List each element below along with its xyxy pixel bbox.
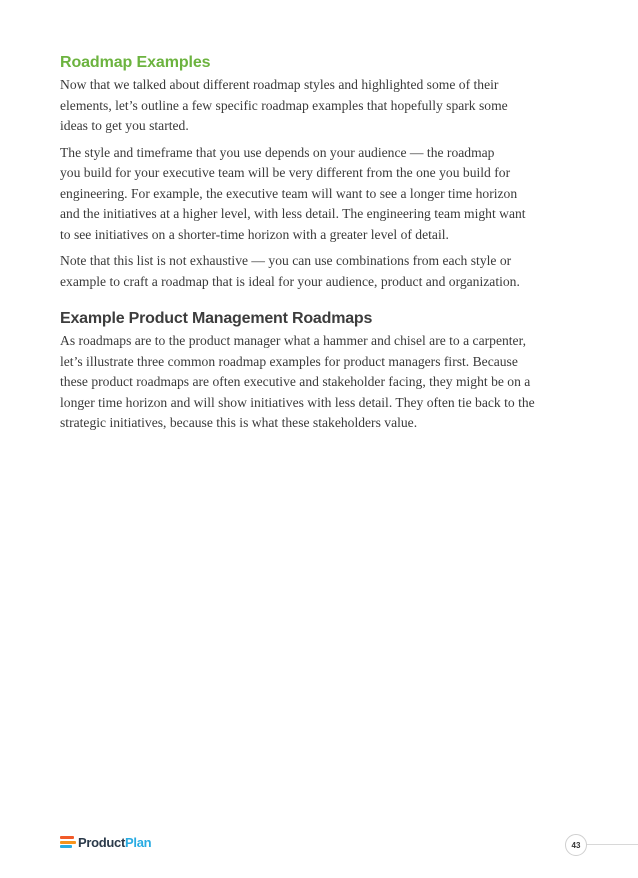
productplan-logo-icon — [60, 836, 76, 848]
productplan-logo — [60, 834, 151, 850]
section-heading-roadmap-examples: Roadmap Examples — [60, 54, 211, 71]
text-line: Note that this list is not exhaustive — you can use combinations from each style or — [60, 253, 512, 268]
text-line: As roadmaps are to the product manager what a hammer and chisel are to a carpenter, — [60, 333, 526, 348]
text-line: these product roadmaps are often executive and stakeholder facing, they might be on a — [60, 374, 531, 389]
page-number: 43 — [565, 834, 587, 856]
paragraph-product-management — [60, 331, 580, 434]
text-line: The style and timeframe that you use depends on your audience — the roadmap — [60, 144, 495, 160]
text-line: you build for your executive team will be very different from the one you build for — [60, 165, 511, 180]
text-line: and the initiatives at a higher level, with less detail. The engineering team might want — [60, 206, 526, 221]
text-line: to see initiatives on a shorter-time horizon with a greater level of detail. — [60, 226, 449, 242]
text-line: strategic initiatives, because this is what these stakeholders value. — [60, 415, 418, 430]
paragraph-style-timeframe — [60, 143, 580, 246]
paragraph-intro — [60, 75, 580, 137]
footer-divider — [586, 844, 638, 845]
text-line: Now that we talked about different roadmap styles and highlighted some of their — [60, 77, 499, 92]
text-line: ideas to get you started. — [60, 118, 189, 133]
text-line: example to craft a roadmap that is ideal for your audience, product and organization. — [60, 273, 520, 289]
text-line: let’s illustrate three common roadmap examples for product managers first. Because — [60, 353, 518, 369]
logo-text-product: Product — [78, 834, 126, 850]
text-line: longer time horizon and will show initiatives with less detail. They often tie back to the — [60, 394, 535, 410]
section-heading-product-management-roadmaps: Example Product Management Roadmaps — [60, 310, 373, 327]
paragraph-not-exhaustive — [60, 251, 580, 292]
text-line: engineering. For example, the executive team will want to see a longer time horizon — [60, 185, 518, 201]
logo-wordmark — [78, 835, 151, 850]
text-line: elements, let’s outline a few specific roadmap examples that hopefully spark some — [60, 97, 508, 113]
logo-text-plan: Plan — [125, 834, 152, 850]
page-content — [60, 52, 580, 440]
